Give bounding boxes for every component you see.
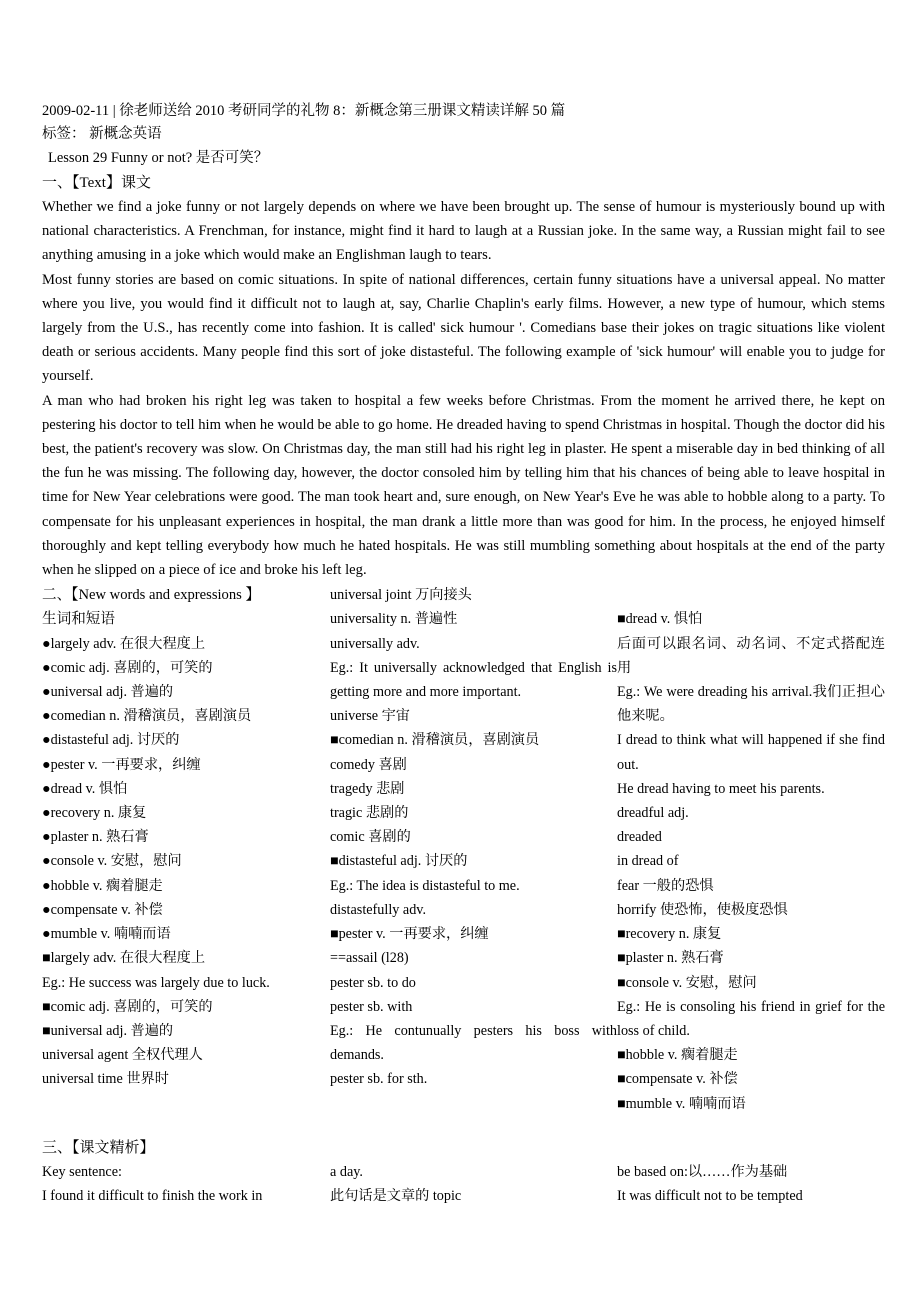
vocab-entry: ■largely adv. 在很大程度上 xyxy=(42,950,206,967)
vocab-entry: pester sb. for sth. xyxy=(330,1071,428,1088)
vocab-entry: ●console v. 安慰，慰问 xyxy=(42,853,182,870)
vocab-entry: distastefully adv. xyxy=(330,901,427,918)
text-paragraph: Most funny stories are based on comic situations. In spite of national differences, certain funny situations have a universal appeal. No matter where you live, you would find it difficult not to laugh at, say, Charlie Chaplin's early films. However, a new type of humour, which stems largely from the U.S., has recently come into fashion. It is called' sick humour '. Comedians base their jokes on tragic situations like violent death or serious accidents. Many people find this sort of joke distasteful. The following example of 'sick humour' will enable you to judge for yourself. xyxy=(42,271,885,385)
vocab-entry: in dread of xyxy=(617,853,679,870)
vocab-entry: comic 喜剧的 xyxy=(330,829,411,846)
vocab-note: 后面可以跟名词、动名词、不定式搭配连用 xyxy=(617,635,885,676)
vocab-entry: comedy 喜剧 xyxy=(330,756,407,773)
vocab-entry: ■universal adj. 普遍的 xyxy=(42,1022,174,1039)
vocab-entry: ■pester v. 一再要求，纠缠 xyxy=(330,926,489,943)
analysis-line: 此句话是文章的 topic xyxy=(330,1187,462,1204)
vocab-example: Eg.: It universally acknowledged that English is getting more and more important. xyxy=(330,659,617,701)
vocab-example: Eg.: He success was largely due to luck. xyxy=(42,974,270,991)
vocabulary-column-1 xyxy=(42,583,330,1115)
analysis-line: It was difficult not to be tempted xyxy=(617,1187,803,1204)
vocab-entry: universal time 世界时 xyxy=(42,1071,169,1088)
vocab-example: I dread to think what will happened if she find out. xyxy=(617,732,885,773)
vocab-entry: ●hobble v. 瘸着腿走 xyxy=(42,877,163,894)
vocab-entry: universal joint 万向接头 xyxy=(330,587,472,604)
analysis-section-heading: 三、【课文精析】 xyxy=(42,1139,155,1156)
vocab-section-heading: 二、【New words and expressions 】 xyxy=(42,587,261,604)
vocab-entry: ●comic adj. 喜剧的，可笑的 xyxy=(42,659,213,676)
vocabulary-column-3 xyxy=(617,583,885,1115)
analysis-line: be based on:以……作为基础 xyxy=(617,1163,788,1180)
vocab-entry: ■plaster n. 熟石膏 xyxy=(617,950,724,967)
vocab-entry: ●distasteful adj. 讨厌的 xyxy=(42,732,180,749)
vocab-entry: ●recovery n. 康复 xyxy=(42,805,147,822)
vocab-entry: ●compensate v. 补偿 xyxy=(42,901,163,918)
vocab-entry: pester sb. with xyxy=(330,998,413,1015)
analysis-column-3 xyxy=(617,1160,885,1208)
analysis-column-1 xyxy=(42,1160,330,1208)
text-section-heading: 一、【Text】课文 xyxy=(42,175,151,191)
vocab-entry: dreaded xyxy=(617,829,662,846)
vocab-example: Eg.: We were dreading his arrival.我们正担心他来呢。 xyxy=(617,684,885,725)
vocab-entry: ■mumble v. 喃喃而语 xyxy=(617,1095,746,1112)
vocab-entry: ■recovery n. 康复 xyxy=(617,926,722,943)
vocab-entry: universal agent 全权代理人 xyxy=(42,1047,203,1064)
vocab-entry: ■comic adj. 喜剧的，可笑的 xyxy=(42,998,213,1015)
vocab-example: Eg.: He is consoling his friend in grief for the loss of child. xyxy=(617,998,885,1039)
vocab-entry: ■comedian n. 滑稽演员，喜剧演员 xyxy=(330,732,540,749)
vocab-entry: ●universal adj. 普遍的 xyxy=(42,684,174,701)
vocab-entry: universally adv. xyxy=(330,635,420,652)
lesson-title: Lesson 29 Funny or not? 是否可笑？ xyxy=(48,150,269,166)
vocab-entry: tragedy 悲剧 xyxy=(330,780,405,797)
vocab-entry: ■dread v. 惧怕 xyxy=(617,611,703,628)
analysis-line: a day. xyxy=(330,1163,363,1180)
vocab-example: Eg.: He contunually pesters his boss with demands. xyxy=(330,1022,617,1064)
text-paragraph: A man who had broken his right leg was taken to hospital a few weeks before Christmas. From the moment he arrived there, he kept on pestering his doctor to tell him when he would be able to go home. He dreaded having to spend Christmas in hospital. Though the doctor did his best, the patient's recovery was slow. On Christmas day, the man still had his right leg in plaster. He spent a miserable day in bed thinking of all the fun he was missing. The following day, however, the doctor consoled him by telling him that his chances of being able to leave hospital in time for New Year celebrations were good. The man took heart and, sure enough, on New Year's Eve he was able to hobble along to a party. To compensate for his unpleasant experiences in hospital, the man drank a little more than was good for him. In the process, he enjoyed himself thoroughly and kept telling everybody how much he hated hospitals. He was still mumbling something about hospitals at the end of the party when he slipped on a piece of ice and broke his left leg. xyxy=(42,392,885,579)
article-tags: 标签： 新概念英语 xyxy=(42,126,162,142)
vocab-entry: ●mumble v. 喃喃而语 xyxy=(42,926,171,943)
vocab-entry: dreadful adj. xyxy=(617,805,689,822)
vocab-entry: horrify 使恐怖，使极度恐惧 xyxy=(617,901,788,918)
vocab-entry: ●largely adv. 在很大程度上 xyxy=(42,635,206,652)
vocab-entry: tragic 悲剧的 xyxy=(330,805,409,822)
vocab-entry: universe 宇宙 xyxy=(330,708,410,725)
vocab-example: Eg.: The idea is distasteful to me. xyxy=(330,877,520,894)
text-paragraph: Whether we find a joke funny or not largely depends on where we have been brought up. The sense of humour is mysteriously bound up with national characteristics. A Frenchman, for instance, might find it hard to laugh at a Russian joke. In the same way, a Russian might fail to see anything amusing in a joke which would make an Englishman laugh to tears. xyxy=(42,199,885,264)
analysis-line: Key sentence: xyxy=(42,1163,122,1180)
vocab-entry: ●comedian n. 滑稽演员，喜剧演员 xyxy=(42,708,252,725)
vocab-entry: ●pester v. 一再要求，纠缠 xyxy=(42,756,201,773)
vocabulary-column-2 xyxy=(330,583,617,1115)
vocab-entry: ■distasteful adj. 讨厌的 xyxy=(330,853,468,870)
vocabulary-section xyxy=(42,583,885,1115)
vocab-entry: fear 一般的恐惧 xyxy=(617,877,714,894)
vocab-entry: pester sb. to do xyxy=(330,974,416,991)
vocab-entry: universality n. 普遍性 xyxy=(330,611,458,628)
analysis-section xyxy=(42,1160,885,1208)
vocab-entry: ==assail (l28) xyxy=(330,950,409,967)
analysis-line: I found it difficult to finish the work in xyxy=(42,1187,263,1204)
vocab-example: He dread having to meet his parents. xyxy=(617,780,825,797)
article-meta: 2009-02-11 | 徐老师送给 2010 考研同学的礼物 8：新概念第三册课文精读详解 50 篇 xyxy=(42,103,566,119)
vocab-entry: ■console v. 安慰，慰问 xyxy=(617,974,757,991)
vocab-section-subheading: 生词和短语 xyxy=(42,611,115,628)
analysis-column-2 xyxy=(330,1160,617,1208)
vocab-entry: ●plaster n. 熟石膏 xyxy=(42,829,149,846)
vocab-entry: ■compensate v. 补偿 xyxy=(617,1071,738,1088)
vocab-entry: ■hobble v. 瘸着腿走 xyxy=(617,1047,738,1064)
vocab-entry: ●dread v. 惧怕 xyxy=(42,780,128,797)
